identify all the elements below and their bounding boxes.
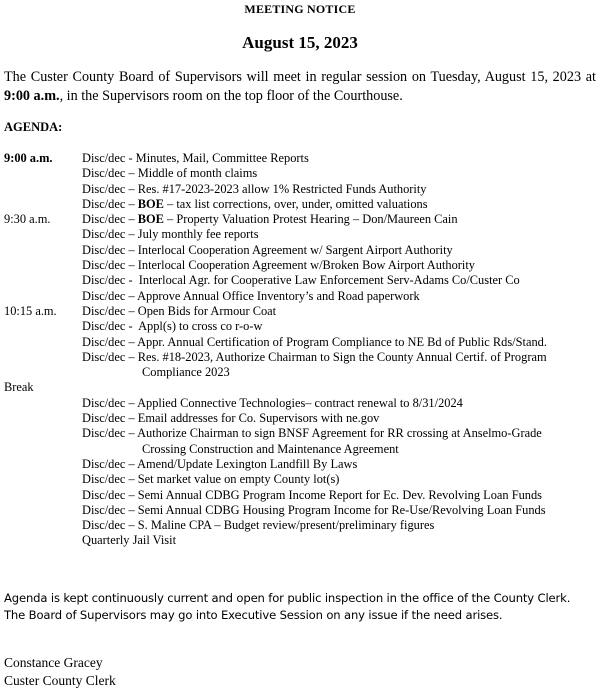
agenda-item bbox=[82, 518, 596, 533]
agenda-item bbox=[82, 197, 596, 212]
agenda-row bbox=[4, 304, 596, 319]
item-prefix: Disc/dec – bbox=[82, 303, 138, 318]
agenda-item bbox=[82, 396, 596, 411]
agenda-row bbox=[4, 350, 596, 381]
footer-notice bbox=[4, 590, 600, 624]
agenda-row bbox=[4, 166, 596, 181]
signature-role: Custer County Clerk bbox=[4, 673, 116, 688]
agenda-item bbox=[82, 488, 596, 503]
item-text: Middle of month claims bbox=[137, 166, 258, 181]
agenda-time: 9:30 a.m. bbox=[4, 212, 51, 227]
agenda-row bbox=[4, 503, 596, 518]
footer-line-inspection: Agenda is kept continuously current and open for public inspection in the office of the County Clerk. bbox=[4, 591, 571, 605]
agenda-heading: AGENDA: bbox=[4, 120, 63, 134]
agenda-row bbox=[4, 396, 596, 411]
agenda-row bbox=[4, 212, 596, 227]
intro-text-before: The Custer County Board of Supervisors will meet in regular session on Tuesday, August 15, 2023 at bbox=[4, 69, 596, 85]
agenda-row bbox=[4, 243, 596, 258]
agenda-item bbox=[82, 182, 596, 197]
agenda-item bbox=[82, 503, 596, 518]
item-text: Email addresses for Co. Supervisors with ne.gov bbox=[137, 411, 380, 426]
agenda-break-label: Break bbox=[4, 380, 34, 395]
agenda-time: 9:00 a.m. bbox=[4, 151, 53, 165]
item-continuation: Crossing Construction and Maintenance Agreement bbox=[142, 441, 399, 456]
item-prefix: Disc/dec - bbox=[82, 273, 139, 288]
item-prefix: Disc/dec – bbox=[82, 472, 138, 487]
item-prefix: Disc/dec – bbox=[82, 258, 138, 273]
agenda-row bbox=[4, 273, 596, 288]
agenda-item bbox=[82, 335, 596, 350]
agenda-item bbox=[82, 319, 596, 334]
agenda-item bbox=[82, 273, 596, 288]
item-prefix: Disc/dec - bbox=[82, 151, 136, 165]
item-text: Open Bids for Armour Coat bbox=[137, 303, 277, 318]
item-prefix: Disc/dec – bbox=[82, 227, 138, 242]
agenda-item bbox=[82, 212, 596, 227]
item-prefix: Disc/dec – bbox=[82, 456, 138, 471]
agenda-row bbox=[4, 258, 596, 273]
item-prefix: Disc/dec – bbox=[82, 502, 138, 517]
agenda-row bbox=[4, 457, 596, 472]
signature-name: Constance Gracey bbox=[4, 655, 103, 670]
agenda-item bbox=[82, 166, 596, 181]
item-text: Quarterly Jail Visit bbox=[82, 533, 177, 548]
signature-block bbox=[4, 654, 116, 690]
agenda-item bbox=[82, 243, 596, 258]
agenda-item bbox=[82, 457, 596, 472]
item-bold-boe: BOE bbox=[137, 196, 164, 211]
agenda-row bbox=[4, 533, 596, 548]
item-text: Set market value on empty County lot(s) bbox=[137, 472, 340, 487]
item-text: Applied Connective Technologies– contract renewal to 8/31/2024 bbox=[137, 395, 463, 410]
item-text: S. Maline CPA – Budget review/present/preliminary figures bbox=[137, 518, 435, 533]
meeting-date: August 15, 2023 bbox=[242, 33, 358, 52]
agenda-row bbox=[4, 151, 596, 166]
item-text: Interlocal Cooperation Agreement w/ Sargent Airport Authority bbox=[137, 242, 453, 257]
footer-line-executive-session: The Board of Supervisors may go into Executive Session on any issue if the need arises. bbox=[4, 608, 503, 622]
item-text: Res. #18-2023, Authorize Chairman to Sign the County Annual Certif. of Program bbox=[137, 349, 547, 364]
item-prefix: Disc/dec – bbox=[82, 212, 138, 227]
item-prefix: Disc/dec – bbox=[82, 288, 138, 303]
agenda-item bbox=[82, 350, 596, 381]
agenda-row bbox=[4, 319, 596, 334]
agenda-row bbox=[4, 380, 596, 395]
agenda-item bbox=[82, 304, 596, 319]
item-prefix: Disc/dec – bbox=[82, 334, 138, 349]
agenda-item bbox=[82, 289, 596, 304]
item-prefix: Disc/dec – bbox=[82, 395, 138, 410]
item-text: July monthly fee reports bbox=[137, 227, 259, 242]
agenda-row bbox=[4, 289, 596, 304]
agenda-item bbox=[82, 426, 596, 457]
agenda-row bbox=[4, 472, 596, 487]
item-prefix: Disc/dec – bbox=[82, 411, 138, 426]
item-text: Semi Annual CDBG Program Income Report for Ec. Dev. Revolving Loan Funds bbox=[137, 487, 542, 502]
item-text: Authorize Chairman to sign BNSF Agreement for RR crossing at Anselmo-Grade bbox=[137, 426, 542, 441]
agenda-item bbox=[82, 411, 596, 426]
intro-text-after: , in the Supervisors room on the top floor of the Courthouse. bbox=[59, 88, 403, 104]
item-continuation: Compliance 2023 bbox=[142, 365, 230, 380]
agenda-item bbox=[82, 472, 596, 487]
item-text: Res. #17-2023-2023 allow 1% Restricted Funds Authority bbox=[137, 181, 427, 196]
agenda-row bbox=[4, 182, 596, 197]
item-prefix: Disc/dec – bbox=[82, 426, 138, 441]
agenda-row bbox=[4, 197, 596, 212]
item-text: – Property Valuation Protest Hearing – Don/Maureen Cain bbox=[163, 212, 458, 227]
agenda-time: 10:15 a.m. bbox=[4, 303, 57, 318]
agenda-item bbox=[82, 258, 596, 273]
agenda-item bbox=[82, 151, 596, 166]
intro-meeting-time: 9:00 a.m. bbox=[4, 88, 60, 104]
item-text: Minutes, Mail, Committee Reports bbox=[135, 151, 309, 165]
agenda-row bbox=[4, 227, 596, 242]
item-text: Appr. Annual Certification of Program Compliance to NE Bd of Public Rds/Stand. bbox=[137, 334, 547, 349]
item-prefix: Disc/dec – bbox=[82, 487, 138, 502]
item-prefix: Disc/dec – bbox=[82, 166, 138, 181]
item-text: Interlocal Cooperation Agreement w/Broken Bow Airport Authority bbox=[137, 258, 475, 273]
agenda-row bbox=[4, 426, 596, 457]
agenda-row bbox=[4, 488, 596, 503]
item-text: Interlocal Agr. for Cooperative Law Enforcement Serv-Adams Co/Custer Co bbox=[138, 273, 520, 288]
agenda-list bbox=[4, 151, 596, 549]
agenda-item bbox=[82, 533, 596, 548]
intro-paragraph bbox=[4, 68, 596, 106]
item-text: Semi Annual CDBG Housing Program Income for Re-Use/Revolving Loan Funds bbox=[137, 502, 546, 517]
agenda-item bbox=[82, 227, 596, 242]
agenda-row bbox=[4, 335, 596, 350]
item-prefix: Disc/dec – bbox=[82, 349, 138, 364]
item-prefix: Disc/dec – bbox=[82, 181, 138, 196]
item-prefix: Disc/dec – bbox=[82, 242, 138, 257]
item-prefix: Disc/dec – bbox=[82, 196, 138, 211]
item-text: – tax list corrections, over, under, omitted valuations bbox=[163, 196, 428, 211]
item-text: Amend/Update Lexington Landfill By Laws bbox=[137, 456, 358, 471]
item-prefix: Disc/dec – bbox=[82, 518, 138, 533]
agenda-row bbox=[4, 518, 596, 533]
notice-title: MEETING NOTICE bbox=[244, 2, 356, 16]
item-text: Appl(s) to cross co r-o-w bbox=[138, 319, 263, 334]
item-prefix: Disc/dec - bbox=[82, 319, 139, 334]
agenda-row bbox=[4, 411, 596, 426]
item-bold-boe: BOE bbox=[137, 212, 164, 227]
item-text: Approve Annual Office Inventory’s and Road paperwork bbox=[137, 288, 420, 303]
